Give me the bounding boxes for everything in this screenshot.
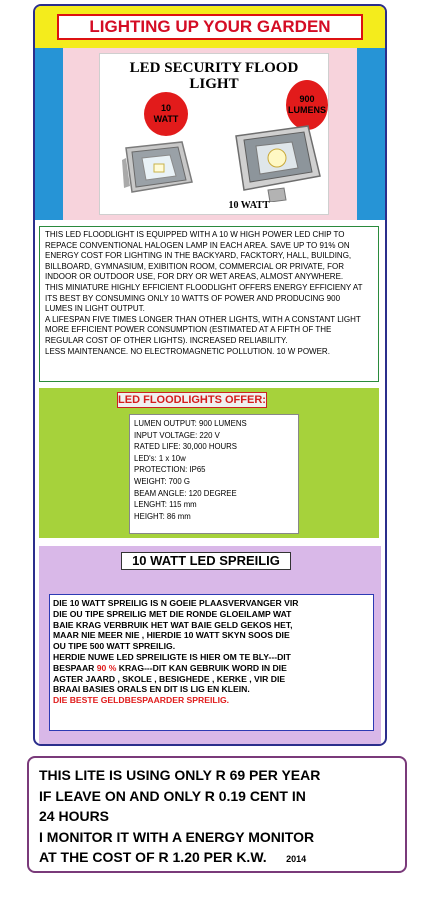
watt-badge-unit: WATT (153, 114, 179, 124)
spreilig-closing: DIE BESTE GELDBESPAARDER SPREILIG. (53, 695, 230, 706)
spreilig-line: AGTER JAARD , SKOLE , BESIGHEDE , KERKE , VIR DIE (53, 673, 286, 684)
description-line: THIS MINIATURE HIGHLY EFFICIENT FLOODLIGHT OFFERS ENERGY EFFICIENY AT (45, 282, 363, 292)
spec-item: WEIGHT: 700 G (134, 476, 190, 486)
note-line: 24 HOURS (39, 808, 110, 824)
spreilig-heading: 10 WATT LED SPREILIG (121, 552, 291, 570)
savings-percent: 90 % (96, 662, 117, 673)
offer-heading: LED FLOODLIGHTS OFFER: (118, 394, 266, 406)
product-caption: 10 WATT (228, 200, 270, 211)
product-title-line1: LED SECURITY FLOOD (129, 60, 299, 76)
description-line: BILLBOARD, GYMNASIUM, EXIBITION ROOM, COMMERCIAL OR PRIVATE, FOR (45, 261, 344, 271)
note-line: IF LEAVE ON AND ONLY R 0.19 CENT IN (39, 787, 306, 804)
floodlight-small-image (120, 138, 196, 198)
spec-item: INPUT VOLTAGE: 220 V (134, 430, 220, 440)
note-year: 2014 (286, 854, 307, 864)
watt-badge-value: 10 (160, 103, 171, 113)
top-banner (35, 6, 385, 48)
spreilig-line: MAAR NIE MEER NIE , HIERDIE 10 WATT SKYN SOOS DIE (53, 630, 290, 641)
spec-item: HEIGHT: 86 mm (134, 511, 191, 521)
spec-item: LED's: 1 x 10w (134, 453, 186, 463)
spreilig-line-pre: BESPAAR (53, 662, 97, 673)
banner-title: LIGHTING UP YOUR GARDEN (57, 14, 363, 40)
description-line: THIS LED FLOODLIGHT IS EQUIPPED WITH A 10 W HIGH POWER LED CHIP TO (45, 230, 345, 239)
energy-cost-note (27, 756, 407, 873)
description-line: INDOOR OR OUTDOOR USE, FOR DRY OR WET AREAS, ALMOST ANYWHERE. (45, 272, 344, 282)
spec-item: BEAM ANGLE: 120 DEGREE (134, 488, 237, 498)
spec-item: PROTECTION: IP65 (134, 465, 206, 475)
spreilig-line: DIE 10 WATT SPREILIG IS N GOEIE PLAASVERVANGER VIR (53, 598, 299, 608)
note-line-last (39, 847, 395, 868)
product-title-line2: LIGHT (189, 76, 239, 92)
lumens-badge-unit: LUMENS (288, 105, 326, 115)
description-line: REPACE CONVENTIONAL HALOGEN LAMP IN EACH AREA. SAVE UP TO 91% ON (45, 240, 350, 250)
product-card (99, 53, 329, 215)
spreilig-text-box (49, 594, 374, 731)
right-blue-stripe (357, 48, 385, 220)
note-line: I MONITOR IT WITH A ENERGY MONITOR (39, 828, 315, 845)
description-line: ITS BEST BY CONSUMING ONLY 10 WATTS OF POWER AND PRODUCING 900 (45, 293, 341, 303)
description-line: LESS MAINTENANCE. NO ELECTROMAGNETIC POLLUTION. 10 W POWER. (45, 346, 330, 356)
description-box (39, 226, 379, 382)
spreilig-line: OU TIPE 500 WATT SPREILIG. (53, 641, 176, 652)
floodlight-large-image (228, 118, 324, 202)
description-line: REGULAR COST OF OTHER LIGHTS). INCREASED RELIABILITY. (45, 335, 288, 345)
description-line: ENERGY COST FOR LIGHTING IN THE BACKYARD, FACKTORY, HALL, BUILDING, (45, 251, 352, 261)
spreilig-line-post: KRAG---DIT KAN GEBRUIK WORD IN DIE (116, 662, 287, 673)
spreilig-line: BAIE KRAG VERBRUIK HET WAT BAIE GELD GEKOS HET, (53, 619, 293, 630)
spreilig-line: DIE OU TIPE SPREILIG MET DIE RONDE GLOEILAMP WAT (53, 608, 292, 619)
lumens-badge-value: 900 (299, 94, 315, 104)
spec-item: RATED LIFE: 30,000 HOURS (134, 442, 237, 452)
spec-item: LENGHT: 115 mm (134, 500, 197, 510)
spreilig-line: BRAAI BASIES ORALS EN DIT IS LIG EN KLEIN. (53, 684, 250, 695)
spreilig-line: HERDIE NUWE LED SPREILIGTE IS HIER OM TE BLY---DIT (53, 651, 291, 662)
spec-item: LUMEN OUTPUT: 900 LUMENS (134, 419, 247, 428)
flyer-frame (33, 4, 387, 746)
description-line: MORE EFFICIENT POWER CONSUMPTION (ESTIMATED AT A FIFTH OF THE (45, 325, 332, 335)
product-title (116, 60, 312, 92)
watt-badge (144, 92, 188, 136)
spec-list (129, 414, 299, 534)
spreilig-line (53, 663, 370, 674)
description-line: A LIFESPAN FIVE TIMES LONGER THAN OTHER LIGHTS, WITH A CONSTANT LIGHT (45, 314, 361, 324)
note-line: THIS LITE IS USING ONLY R 69 PER YEAR (39, 767, 321, 783)
description-line: LUMES IN LIGHT OUTPUT. (45, 304, 145, 314)
left-blue-stripe (35, 48, 63, 220)
note-last-text: AT THE COST OF R 1.20 PER K.W. (39, 849, 267, 865)
